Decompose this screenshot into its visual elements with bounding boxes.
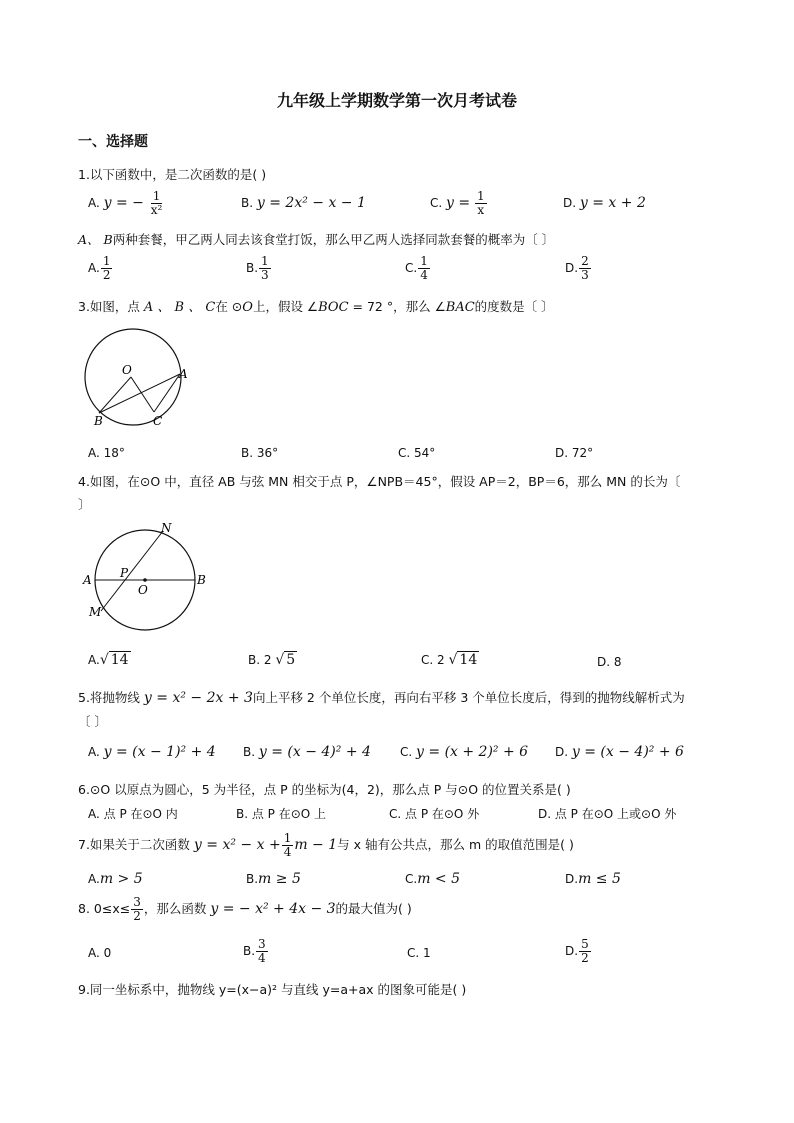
section-heading: 一、选择题 bbox=[78, 134, 148, 150]
q7-math1: y = x² − x + bbox=[193, 837, 281, 853]
q9-stem: 9.同一坐标系中，抛物线 y=(x−a)² 与直线 y=a+ax 的图象可能是( ) bbox=[78, 982, 467, 997]
q2-b-num: 1 bbox=[261, 254, 269, 268]
q1-b-math: y = 2x² − x − 1 bbox=[256, 195, 366, 211]
q1-b-label: B. bbox=[241, 196, 254, 210]
q7-p2: 与 x 轴有公共点，那么 m 的取值范围是( ) bbox=[337, 837, 574, 852]
q8-math: y = − x² + 4x − 3 bbox=[210, 901, 336, 917]
q3-stem bbox=[78, 296, 554, 315]
q4-option-b bbox=[248, 652, 297, 668]
q5-option-a bbox=[88, 744, 216, 760]
q2-option-d bbox=[565, 255, 592, 282]
q1-c-num: 1 bbox=[476, 189, 485, 203]
q1-a-fraction bbox=[149, 190, 165, 217]
q5-a-label: A. bbox=[88, 745, 100, 759]
q8-option-d bbox=[565, 938, 592, 965]
q7-option-b bbox=[246, 871, 301, 887]
q3-p3: 上，假设 ∠ bbox=[252, 299, 319, 314]
q4-label-p: P bbox=[120, 566, 129, 580]
q8-d-label: D. bbox=[565, 944, 579, 958]
q4-option-d: D. 8 bbox=[597, 655, 622, 669]
q8-fraction bbox=[131, 896, 143, 923]
q7-num: 1 bbox=[283, 831, 292, 845]
q2-b-fraction bbox=[259, 255, 271, 282]
q4-option-a bbox=[88, 652, 131, 668]
q5-math: y = x² − 2x + 3 bbox=[143, 690, 253, 706]
q4-b-radicand: 5 bbox=[286, 652, 296, 668]
q7-b-label: B. bbox=[246, 872, 259, 886]
q2-a-num: 1 bbox=[102, 254, 111, 268]
q8-num: 3 bbox=[133, 895, 141, 909]
q7-p1: 7.如果关于二次函数 bbox=[78, 837, 190, 852]
q3-option-c: C. 54° bbox=[398, 446, 436, 460]
q5-stem-line1 bbox=[78, 688, 685, 706]
q1-option-c bbox=[430, 190, 488, 217]
q4-center-dot bbox=[143, 578, 147, 582]
q4-b-sqrt: √ 5 bbox=[275, 652, 296, 668]
q2-stem-rest: 两种套餐，甲乙两人同去该食堂打饭，那么甲乙两人选择同款套餐的概率为〔 〕 bbox=[112, 232, 555, 247]
q5-d-math: y = (x − 4)² + 6 bbox=[571, 744, 684, 760]
q2-option-b bbox=[246, 255, 272, 282]
q5-c-label: C. bbox=[400, 745, 413, 759]
q8-option-b bbox=[243, 938, 269, 965]
q8-p1: 8. 0≤x≤ bbox=[78, 901, 131, 916]
q2-d-den: 3 bbox=[581, 268, 589, 282]
q4-label-m: M bbox=[89, 605, 102, 619]
q3-points: A 、 B 、 C bbox=[143, 300, 216, 315]
q3-o: O bbox=[242, 300, 253, 315]
q5-p1: 5.将抛物线 bbox=[78, 690, 140, 705]
q3-line-ba bbox=[99, 374, 180, 413]
q4-label-o: O bbox=[138, 583, 148, 597]
q3-label-o: O bbox=[122, 363, 132, 377]
q2-stem-b: B bbox=[103, 232, 113, 247]
q4-label-n: N bbox=[161, 521, 172, 535]
q2-a-label: A. bbox=[88, 261, 100, 275]
q3-figure bbox=[76, 325, 196, 435]
q8-b-fraction bbox=[256, 938, 268, 965]
q4-c-sqrt: √ 14 bbox=[448, 652, 478, 668]
q7-a-math: m > 5 bbox=[99, 871, 143, 887]
q5-option-b bbox=[243, 744, 371, 760]
q3-circle bbox=[85, 329, 181, 425]
q2-b-label: B. bbox=[246, 261, 259, 275]
q1-a-den: x² bbox=[150, 203, 163, 217]
q2-a-fraction bbox=[101, 255, 113, 282]
q3-p5: 的度数是〔 〕 bbox=[474, 299, 554, 314]
q8-b-den: 4 bbox=[258, 951, 266, 965]
q6-option-a: A. 点 P 在⊙O 内 bbox=[88, 807, 178, 821]
q6-option-d: D. 点 P 在⊙O 上或⊙O 外 bbox=[538, 807, 677, 821]
q2-c-label: C. bbox=[405, 261, 418, 275]
q7-b-math: m ≥ 5 bbox=[258, 871, 301, 887]
q1-d-math: y = x + 2 bbox=[579, 195, 646, 211]
q1-c-label: C. bbox=[430, 196, 443, 210]
q8-d-fraction bbox=[579, 938, 591, 965]
q2-stem bbox=[78, 230, 554, 248]
q5-option-c bbox=[400, 744, 528, 760]
q3-p1: 3.如图，点 bbox=[78, 299, 144, 314]
q6-stem: 6.⊙O 以原点为圆心，5 为半径，点 P 的坐标为(4，2)，那么点 P 与⊙O 的位置关系是( ) bbox=[78, 782, 571, 797]
q5-option-d bbox=[555, 744, 684, 760]
q2-d-fraction bbox=[579, 255, 591, 282]
q8-p2: ，那么函数 bbox=[143, 901, 207, 916]
q7-c-label: C. bbox=[405, 872, 418, 886]
q3-option-d: D. 72° bbox=[555, 446, 594, 460]
q3-boc: BOC bbox=[318, 300, 349, 315]
q1-a-lhs: y = − bbox=[103, 195, 144, 211]
q4-a-sqrt: √ 14 bbox=[99, 652, 129, 668]
q7-option-d bbox=[565, 871, 621, 887]
q2-option-a bbox=[88, 255, 113, 282]
q7-option-a bbox=[88, 871, 143, 887]
q7-d-math: m ≤ 5 bbox=[578, 871, 621, 887]
q8-option-a: A. 0 bbox=[88, 946, 112, 960]
q3-label-b: B bbox=[94, 414, 103, 428]
q5-b-math: y = (x − 4)² + 4 bbox=[258, 744, 371, 760]
q3-line-ca bbox=[154, 374, 180, 412]
q4-label-a: A bbox=[83, 573, 92, 587]
q1-c-lhs: y = bbox=[446, 195, 471, 211]
q7-fraction bbox=[282, 832, 294, 859]
q1-a-label: A. bbox=[88, 196, 100, 210]
q2-c-num: 1 bbox=[420, 254, 428, 268]
q3-option-a: A. 18° bbox=[88, 446, 125, 460]
q5-b-label: B. bbox=[243, 745, 256, 759]
q2-stem-a: A、 bbox=[78, 232, 100, 247]
q7-option-c bbox=[405, 871, 460, 887]
q3-line-ob bbox=[99, 377, 131, 413]
q2-c-fraction bbox=[418, 255, 430, 282]
q4-c-label: C. 2 bbox=[421, 653, 445, 667]
q5-d-label: D. bbox=[555, 745, 569, 759]
q8-d-num: 5 bbox=[581, 937, 589, 951]
q6-option-c: C. 点 P 在⊙O 外 bbox=[389, 807, 480, 821]
q2-d-num: 2 bbox=[581, 254, 589, 268]
q1-stem: 1.以下函数中，是二次函数的是( ) bbox=[78, 167, 267, 182]
q4-a-label: A. bbox=[88, 653, 100, 667]
q8-b-label: B. bbox=[243, 944, 256, 958]
q8-d-den: 2 bbox=[581, 951, 589, 965]
q1-c-den: x bbox=[477, 203, 485, 217]
q2-option-c bbox=[405, 255, 431, 282]
q4-stem-line2: 〕 bbox=[78, 497, 91, 512]
q8-p3: 的最大值为( ) bbox=[335, 901, 412, 916]
q5-p2: 向上平移 2 个单位长度，再向右平移 3 个单位长度后，得到的抛物线解析式为 bbox=[252, 690, 685, 705]
q1-d-label: D. bbox=[563, 196, 577, 210]
q4-b-label: B. 2 bbox=[248, 653, 272, 667]
q3-option-b: B. 36° bbox=[241, 446, 279, 460]
q6-option-b: B. 点 P 在⊙O 上 bbox=[236, 807, 327, 821]
q3-label-c: C bbox=[153, 414, 163, 428]
q1-option-b bbox=[241, 195, 366, 211]
q3-line-oc bbox=[131, 377, 154, 412]
q1-a-num: 1 bbox=[152, 189, 161, 203]
q7-math2: m − 1 bbox=[294, 837, 338, 853]
q4-label-b: B bbox=[197, 573, 206, 587]
q8-stem bbox=[78, 896, 412, 923]
q7-c-math: m < 5 bbox=[417, 871, 461, 887]
q4-c-radicand: 14 bbox=[459, 652, 478, 668]
q3-p4: = 72 °，那么 ∠ bbox=[348, 299, 446, 314]
q7-den: 4 bbox=[283, 845, 292, 859]
q3-bac: BAC bbox=[445, 300, 475, 315]
q1-option-a bbox=[88, 190, 165, 217]
q4-figure bbox=[78, 518, 213, 638]
q5-c-math: y = (x + 2)² + 6 bbox=[416, 744, 529, 760]
q7-stem bbox=[78, 832, 574, 859]
q8-option-c: C. 1 bbox=[407, 946, 431, 960]
q2-b-den: 3 bbox=[261, 268, 269, 282]
q4-option-c bbox=[421, 652, 479, 668]
q2-c-den: 4 bbox=[420, 268, 428, 282]
q8-den: 2 bbox=[133, 909, 141, 923]
q7-d-label: D. bbox=[565, 872, 579, 886]
q1-c-fraction bbox=[475, 190, 487, 217]
q3-label-a: A bbox=[179, 367, 188, 381]
q2-a-den: 2 bbox=[102, 268, 111, 282]
q3-p2: 在 ⊙ bbox=[215, 299, 243, 314]
q4-chord-mn bbox=[101, 531, 163, 611]
page-title: 九年级上学期数学第一次月考试卷 bbox=[276, 91, 517, 110]
q8-b-num: 3 bbox=[258, 937, 266, 951]
q1-option-d bbox=[563, 195, 646, 211]
q5-a-math: y = (x − 1)² + 4 bbox=[103, 744, 216, 760]
q2-d-label: D. bbox=[565, 261, 579, 275]
q5-stem-line2: 〔 〕 bbox=[78, 714, 107, 729]
q4-stem-line1: 4.如图，在⊙O 中，直径 AB 与弦 MN 相交于点 P，∠NPB＝45°，假设 AP＝2，BP＝6，那么 MN 的长为〔 bbox=[78, 474, 681, 489]
q7-a-label: A. bbox=[88, 872, 100, 886]
q4-a-radicand: 14 bbox=[110, 652, 129, 668]
